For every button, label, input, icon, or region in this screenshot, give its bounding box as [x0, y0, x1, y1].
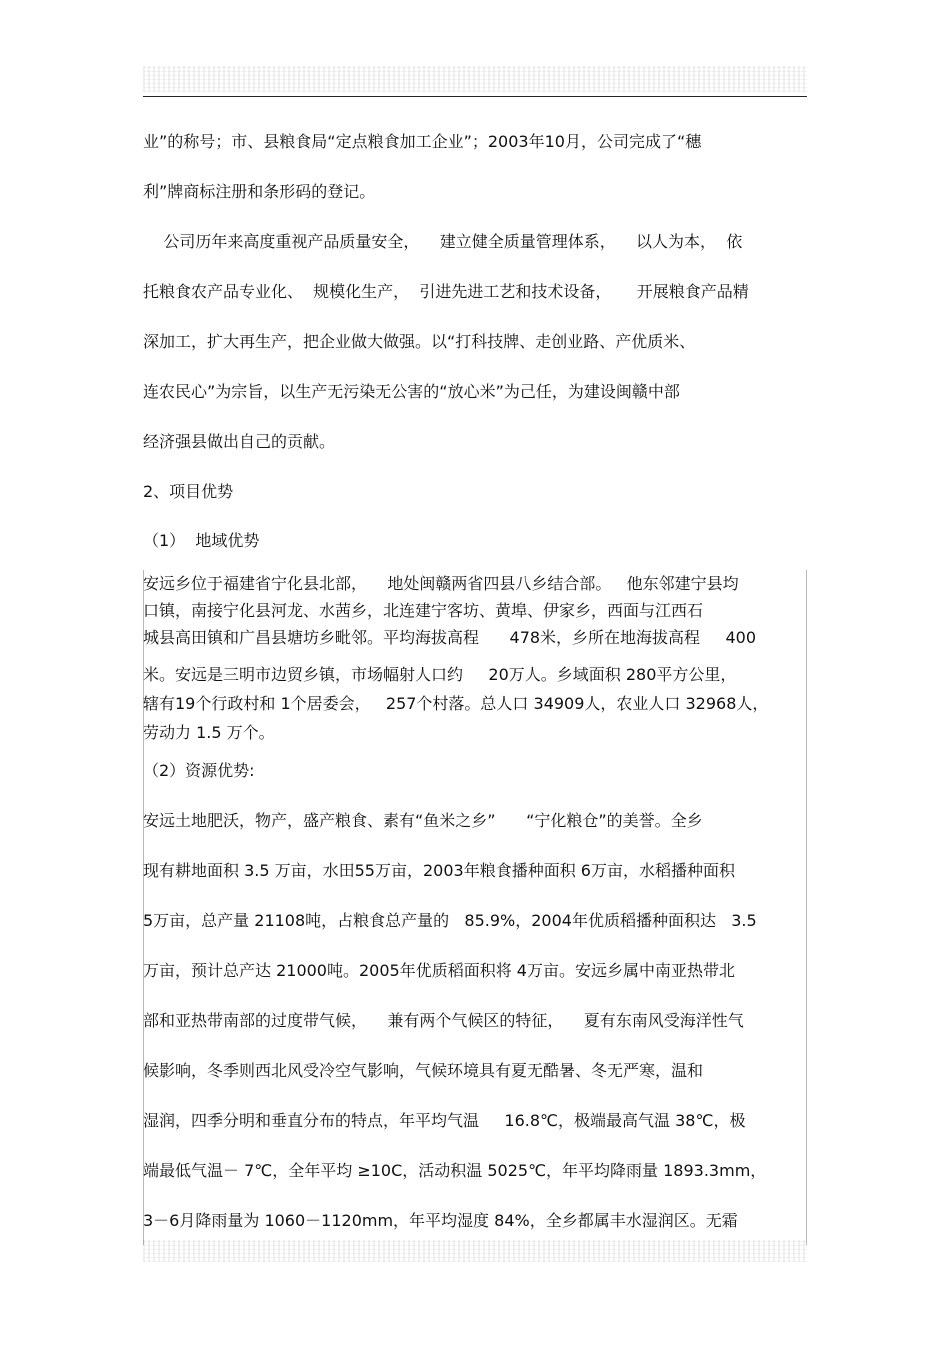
quality-line: 连农民心”为宗旨，以生产无污染无公害的“放心米”为己任，为建设闽赣中部 — [143, 382, 680, 401]
header-rule — [143, 96, 807, 97]
resource-line: 候影响，冬季则西北风受冷空气影响，气候环境具有夏无酷暑、冬无严寒，温和 — [143, 1061, 704, 1080]
resource-line: 端最低气温－ 7℃，全年平均 ≥10C，活动积温 5025℃，年平均降雨量 1893.3mm， — [143, 1161, 767, 1180]
location-line: 辖有19个行政村和 1个居委会， 257个村落。总人口 34909人，农业人口 32968人， — [143, 694, 769, 713]
header-pattern — [143, 66, 807, 92]
resource-line: 部和亚热带南部的过度带气候， 兼有两个气候区的特征， 夏有东南风受海洋性气 — [143, 1011, 744, 1030]
location-line: 城县高田镇和广昌县塘坊乡毗邻。平均海拔高程 478米，乡所在地海拔高程 400 — [143, 628, 757, 647]
quality-line: 深加工，扩大再生产，把企业做大做强。以“打科技牌、走创业路、产优质米、 — [143, 332, 696, 351]
resource-line: 湿润，四季分明和垂直分布的特点，年平均气温 16.8℃，极端最高气温 38℃，极 — [143, 1111, 746, 1130]
resource-line: 万亩，预计总产达 21000吨。2005年优质稻面积将 4万亩。安远乡属中南亚热带北 — [143, 961, 735, 980]
section-heading: 2、项目优势 — [143, 482, 234, 501]
quality-line: 公司历年来高度重视产品质量安全， 建立健全质量管理体系， 以人为本， 依 — [143, 232, 743, 251]
resource-line: 3－6月降雨量为 1060－1120mm，年平均湿度 84%，全乡都属丰水湿润区。无霜 — [143, 1211, 738, 1230]
intro-line: 利”牌商标注册和条形码的登记。 — [143, 182, 376, 201]
subheading-location: （1） 地域优势 — [143, 531, 260, 550]
quality-line: 经济强县做出自己的贡献。 — [143, 432, 336, 451]
intro-line: 业”的称号；市、县粮食局“定点粮食加工企业”；2003年10月，公司完成了“穗 — [143, 132, 702, 151]
footer-pattern — [143, 1240, 807, 1262]
resource-line: 现有耕地面积 3.5 万亩，水田55万亩，2003年粮食播种面积 6万亩，水稻播种面积 — [143, 861, 735, 880]
location-line: 劳动力 1.5 万个。 — [143, 723, 275, 742]
quality-line: 托粮食农产品专业化、 规模化生产， 引进先进工艺和技术设备， 开展粮食产品精 — [143, 282, 749, 301]
location-line: 米。安远是三明市边贸乡镇，市场幅射人口约 20万人。乡域面积 280平方公里， — [143, 665, 737, 684]
resource-line: 5万亩，总产量 21108吨，占粮食总产量的 85.9%，2004年优质稻播种面积达 3.5 — [143, 911, 757, 930]
resource-line: 安远土地肥沃，物产，盛产粮食、素有“鱼米之乡” “宁化粮仓”的美誉。全乡 — [143, 811, 703, 830]
location-line: 口镇，南接宁化县河龙、水茜乡，北连建宁客坊、黄埠、伊家乡，西面与江西石 — [143, 601, 704, 620]
location-line: 安远乡位于福建省宁化县北部， 地处闽赣两省四县八乡结合部。 他东邻建宁县均 — [143, 574, 739, 593]
subheading-resource: （2）资源优势: — [143, 761, 255, 780]
